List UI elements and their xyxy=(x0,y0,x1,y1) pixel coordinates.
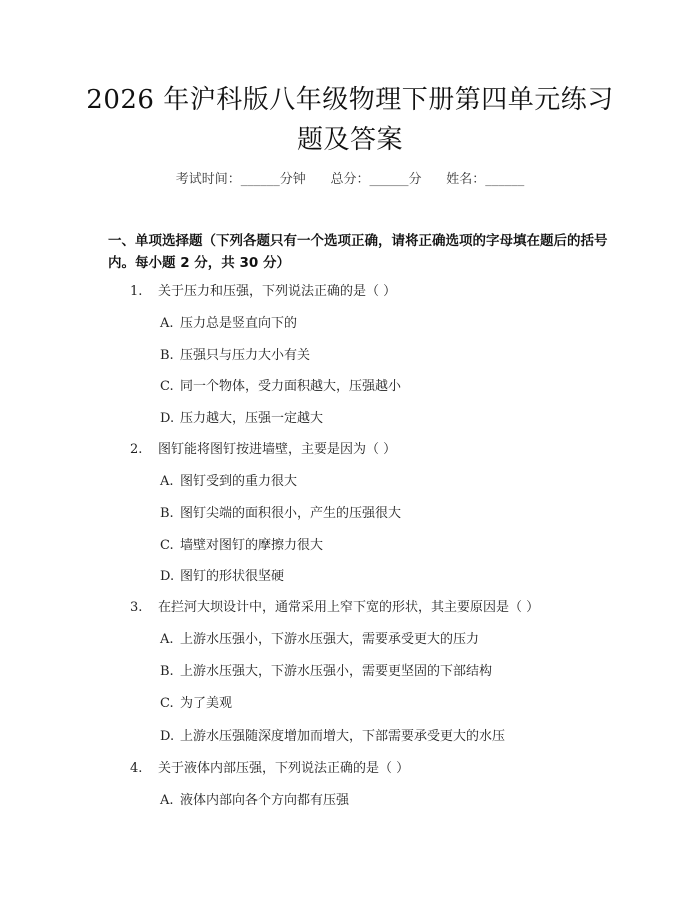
option-text: 上游水压强大，下游水压强小，需要更坚固的下部结构 xyxy=(180,664,493,679)
exam-meta-line: 考试时间：______分钟 总分：______分 姓名：______ xyxy=(175,172,525,187)
option-text: 图钉尖端的面积很小，产生的压强很大 xyxy=(180,506,402,521)
option-letter: D. xyxy=(160,411,175,426)
option-3d xyxy=(160,728,505,746)
option-letter: D. xyxy=(160,569,175,584)
option-letter: C. xyxy=(160,379,174,394)
option-2b xyxy=(160,505,401,523)
section-heading: 一、单项选择题（下列各题只有一个选项正确，请将正确选项的字母填在题后的括号内。每小题 2 分，共 30 分） xyxy=(108,233,608,271)
option-letter: A. xyxy=(160,632,174,647)
option-text: 图钉的形状很坚硬 xyxy=(180,569,285,584)
question-number: 4. xyxy=(130,761,143,776)
option-letter: A. xyxy=(160,316,174,331)
option-letter: B. xyxy=(160,348,174,363)
option-3a xyxy=(160,631,479,649)
option-letter: C. xyxy=(160,538,174,553)
option-1c xyxy=(160,378,401,396)
question-4 xyxy=(130,760,409,778)
option-text: 液体内部向各个方向都有压强 xyxy=(180,793,350,808)
option-1b xyxy=(160,347,310,365)
document-title: 2026 年沪科版八年级物理下册第四单元练习题及答案 xyxy=(86,85,614,155)
question-text: 在拦河大坝设计中，通常采用上窄下宽的形状，其主要原因是（ ） xyxy=(158,600,540,615)
option-letter: C. xyxy=(160,696,174,711)
question-text: 图钉能将图钉按进墙壁，主要是因为（ ） xyxy=(158,442,397,457)
option-text: 上游水压强小，下游水压强大，需要承受更大的压力 xyxy=(180,632,480,647)
question-number: 3. xyxy=(130,600,143,615)
option-2c xyxy=(160,537,323,555)
question-number: 1. xyxy=(130,284,143,299)
option-letter: B. xyxy=(160,664,174,679)
question-text: 关于压力和压强，下列说法正确的是（ ） xyxy=(158,284,397,299)
option-text: 上游水压强随深度增加而增大，下部需要承受更大的水压 xyxy=(180,729,506,744)
option-letter: D. xyxy=(160,729,175,744)
question-2 xyxy=(130,441,396,459)
option-text: 压力总是竖直向下的 xyxy=(180,316,298,331)
question-3 xyxy=(130,599,539,617)
question-1 xyxy=(130,283,396,301)
option-text: 压强只与压力大小有关 xyxy=(180,348,311,363)
option-text: 墙壁对图钉的摩擦力很大 xyxy=(180,538,324,553)
option-4a xyxy=(160,792,349,810)
option-3b xyxy=(160,663,492,681)
question-text: 关于液体内部压强，下列说法正确的是（ ） xyxy=(158,761,410,776)
option-letter: B. xyxy=(160,506,174,521)
option-1d xyxy=(160,410,323,428)
option-2d xyxy=(160,568,284,586)
option-letter: A. xyxy=(160,474,174,489)
option-text: 同一个物体，受力面积越大，压强越小 xyxy=(180,379,402,394)
option-letter: A. xyxy=(160,793,174,808)
option-text: 为了美观 xyxy=(180,696,233,711)
option-text: 图钉受到的重力很大 xyxy=(180,474,298,489)
option-text: 压力越大，压强一定越大 xyxy=(180,411,324,426)
option-1a xyxy=(160,315,297,333)
option-2a xyxy=(160,473,297,491)
question-number: 2. xyxy=(130,442,143,457)
option-3c xyxy=(160,695,232,713)
